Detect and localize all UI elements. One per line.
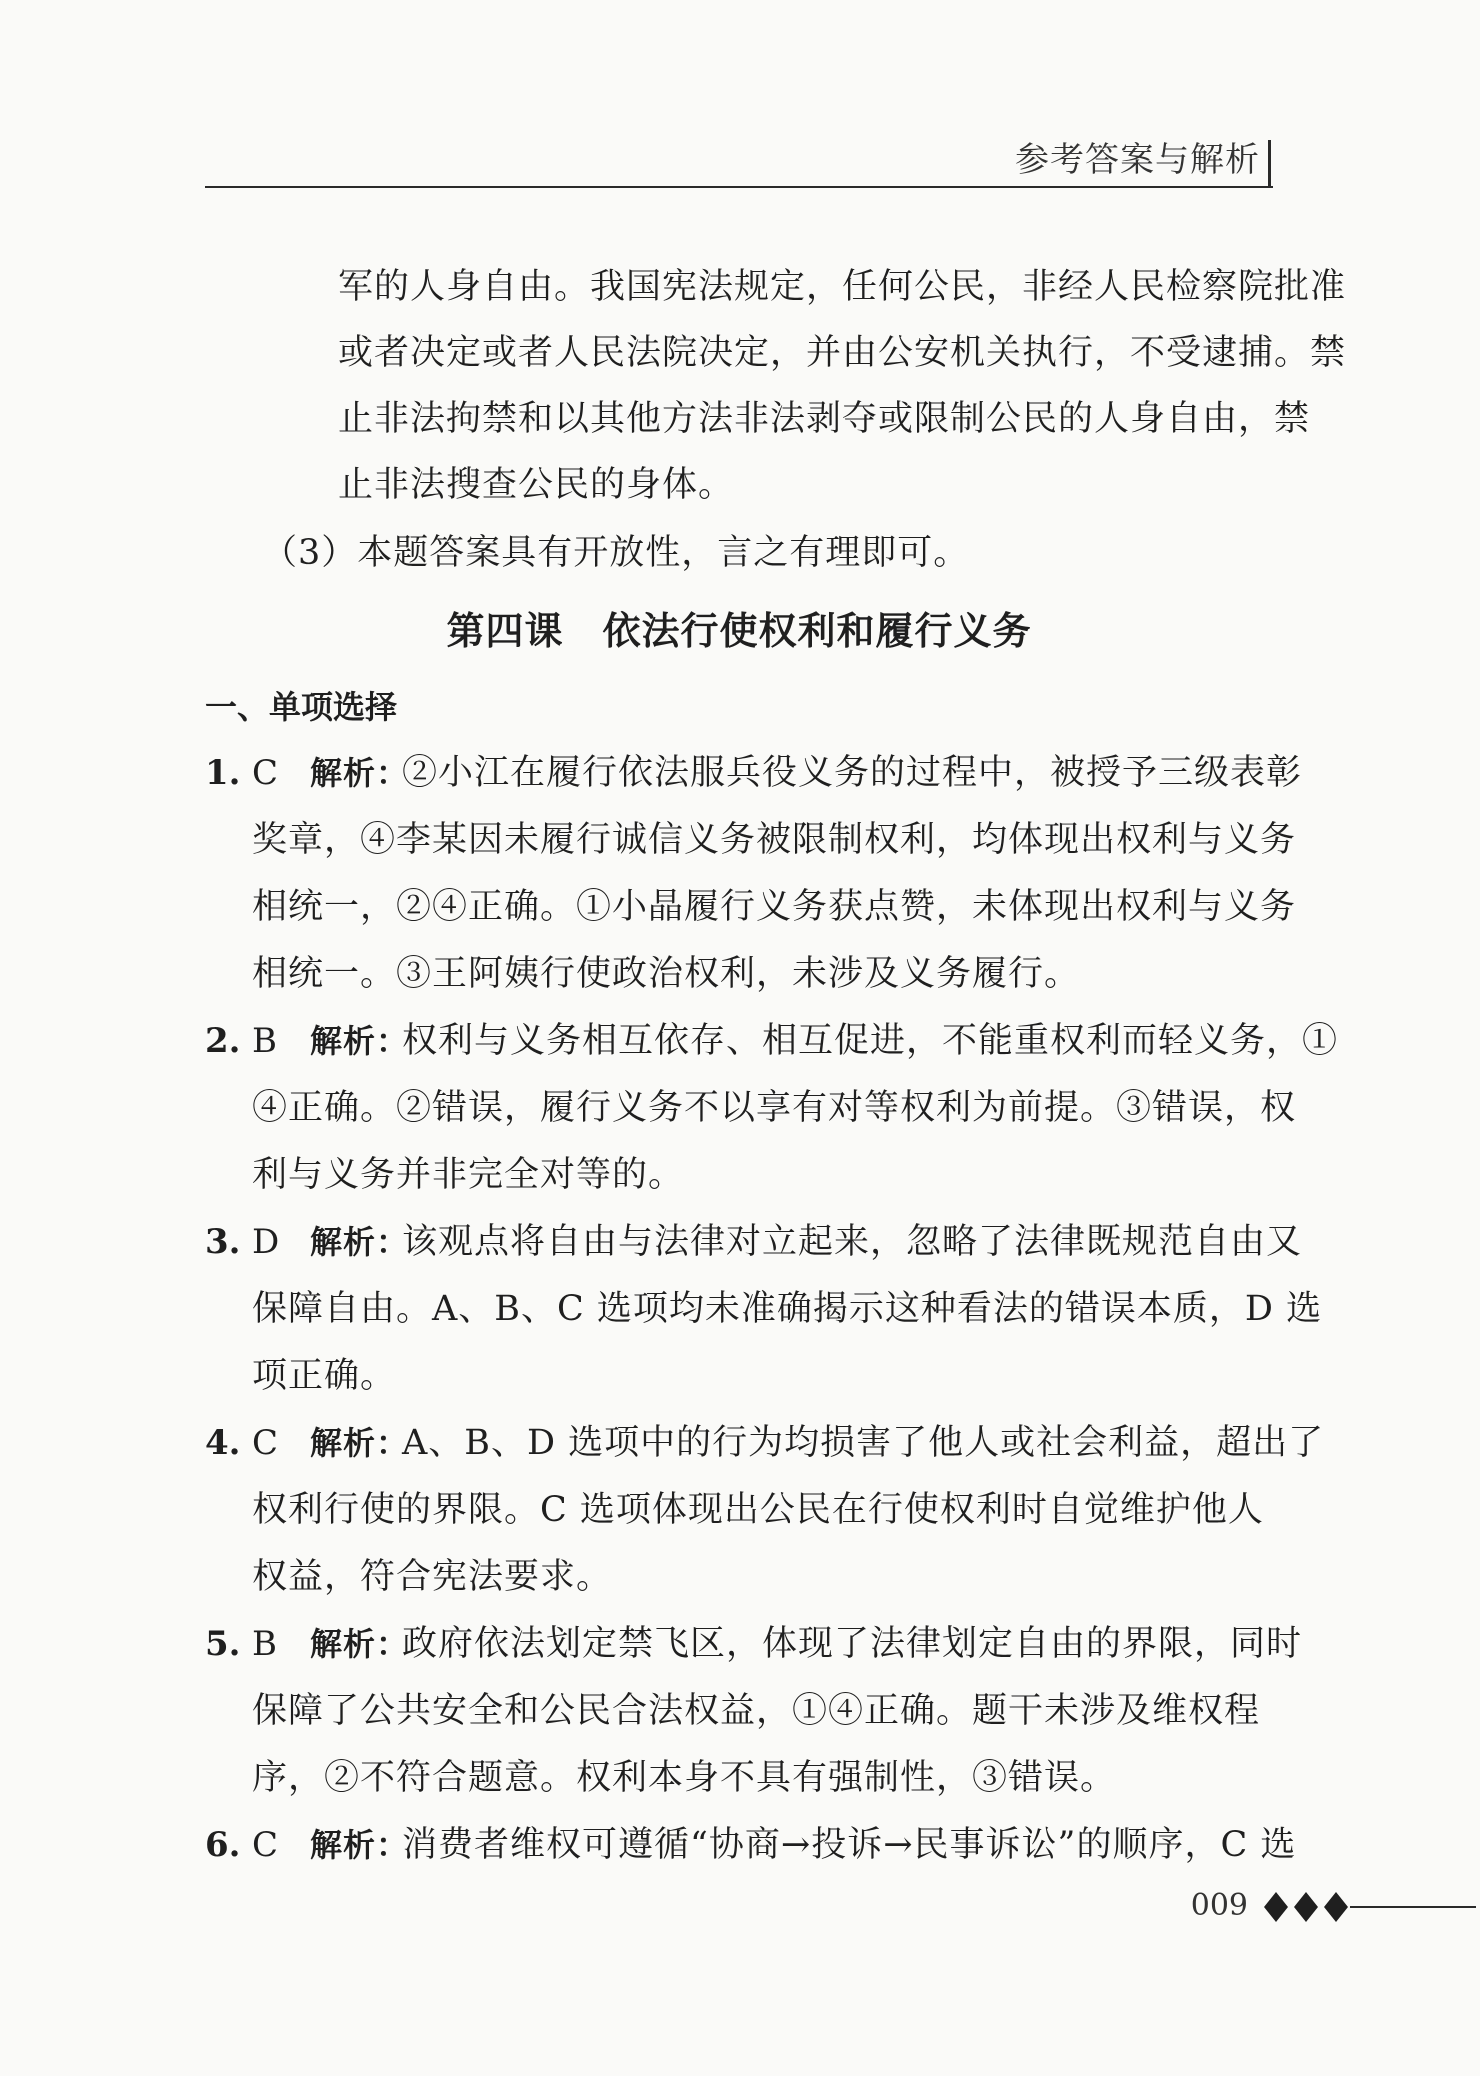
analysis-text: 保障自由。A、B、C 选项均未准确揭示这种看法的错误本质，D 选 (252, 1289, 1323, 1329)
section-heading: 一、单项选择 (205, 688, 398, 726)
header-end-bar (1268, 140, 1271, 188)
analysis-label: 解析： (310, 1625, 410, 1663)
analysis-text: 项正确。 (252, 1356, 397, 1396)
analysis-text: A、B、D 选项中的行为均损害了他人或社会利益，超出了 (402, 1423, 1325, 1463)
analysis-text: 该观点将自由与法律对立起来，忽略了法律既规范自由又 (402, 1222, 1303, 1262)
question-number: 4. (205, 1423, 241, 1463)
question-number: 6. (205, 1825, 241, 1865)
answer-letter: B (252, 1624, 277, 1664)
intro-line: 军的人身自由。我国宪法规定，任何公民，非经人民检察院批准 (338, 267, 1347, 307)
intro-line: 或者决定或者人民法院决定，并由公安机关执行，不受逮捕。禁 (338, 333, 1347, 373)
question-number: 5. (205, 1624, 241, 1664)
analysis-label: 解析： (310, 1022, 410, 1060)
page-number: 009 (1190, 1888, 1248, 1923)
answer-letter: B (252, 1021, 277, 1061)
question-number: 1. (205, 753, 241, 793)
analysis-text: 序，②不符合题意。权利本身不具有强制性，③错误。 (252, 1758, 1117, 1798)
part3-answer: （3）本题答案具有开放性，言之有理即可。 (262, 533, 970, 573)
analysis-text: ②小江在履行依法服兵役义务的过程中，被授予三级表彰 (402, 753, 1303, 793)
header-rule (205, 186, 1273, 188)
answer-letter: D (252, 1222, 280, 1262)
three-diamonds-icon (1262, 1888, 1352, 1926)
analysis-text: 消费者维权可遵循“协商→投诉→民事诉讼”的顺序，C 选 (402, 1825, 1297, 1865)
analysis-text: 权益，符合宪法要求。 (252, 1557, 613, 1597)
analysis-label: 解析： (310, 1223, 410, 1261)
analysis-label: 解析： (310, 1826, 410, 1864)
footer-rule (1350, 1906, 1476, 1908)
intro-line: 止非法拘禁和以其他方法非法剥夺或限制公民的人身自由，禁 (338, 399, 1311, 439)
lesson-title: 第四课 依法行使权利和履行义务 (446, 609, 1032, 653)
answer-letter: C (252, 753, 279, 793)
analysis-text: 政府依法划定禁飞区，体现了法律划定自由的界限，同时 (402, 1624, 1303, 1664)
answer-letter: C (252, 1423, 279, 1463)
analysis-text: 相统一。③王阿姨行使政治权利，未涉及义务履行。 (252, 954, 1081, 994)
analysis-text: 相统一，②④正确。①小晶履行义务获点赞，未体现出权利与义务 (252, 887, 1297, 927)
answer-letter: C (252, 1825, 279, 1865)
analysis-text: 权利与义务相互依存、相互促进，不能重权利而轻义务，① (402, 1021, 1339, 1061)
running-header-title: 参考答案与解析 (1015, 140, 1260, 180)
analysis-text: 奖章，④李某因未履行诚信义务被限制权利，均体现出权利与义务 (252, 820, 1297, 860)
intro-line: 止非法搜查公民的身体。 (338, 465, 735, 505)
analysis-text: ④正确。②错误，履行义务不以享有对等权利为前提。③错误，权 (252, 1088, 1297, 1128)
analysis-label: 解析： (310, 754, 410, 792)
analysis-text: 保障了公共安全和公民合法权益，①④正确。题干未涉及维权程 (252, 1691, 1261, 1731)
question-number: 3. (205, 1222, 241, 1262)
question-number: 2. (205, 1021, 241, 1061)
analysis-label: 解析： (310, 1424, 410, 1462)
analysis-text: 利与义务并非完全对等的。 (252, 1155, 685, 1195)
analysis-text: 权利行使的界限。C 选项体现出公民在行使权利时自觉维护他人 (252, 1490, 1264, 1530)
